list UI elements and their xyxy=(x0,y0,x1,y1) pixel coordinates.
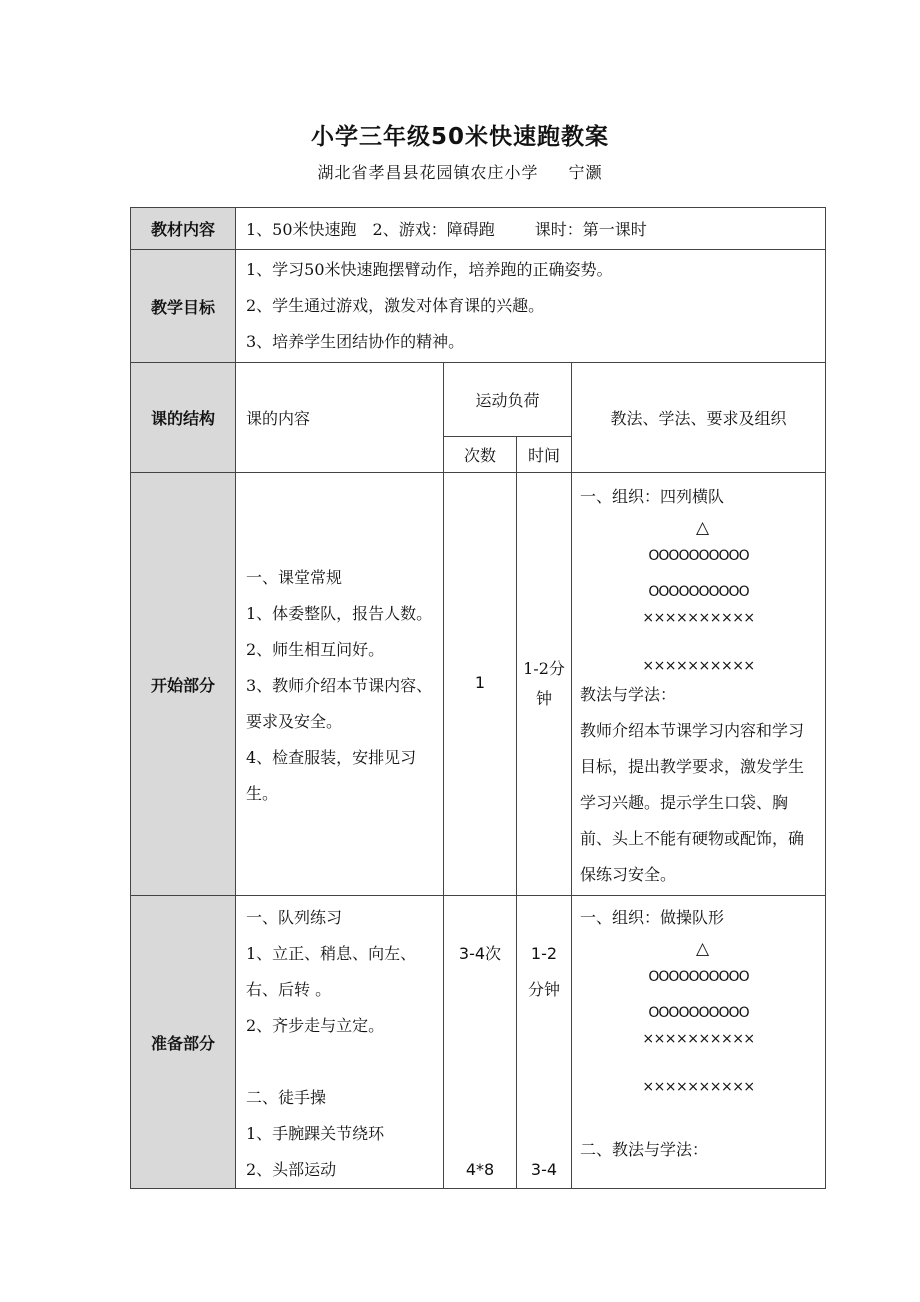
start-count: 1 xyxy=(444,473,517,896)
author-name: 宁灏 xyxy=(568,163,603,182)
prep-time-1: 1-2分钟 xyxy=(527,944,560,999)
start-time: 1-2分钟 xyxy=(517,473,572,896)
header-goals: 教学目标 xyxy=(131,250,236,363)
header-prep: 准备部分 xyxy=(131,896,236,1189)
formation-row-o-1: OOOOOOOOOO xyxy=(648,548,749,564)
header-start: 开始部分 xyxy=(131,473,236,896)
document-title: 小学三年级50米快速跑教案 xyxy=(310,124,609,150)
structure-method-label: 教法、学法、要求及组织 xyxy=(572,363,826,473)
row-start xyxy=(131,473,826,896)
start-method-text: 教师介绍本节课学习内容和学习目标，提出教学要求，激发学生学习兴趣。提示学生口袋、胸前、头上不能有硬物或配饰，确保练习安全。 xyxy=(580,721,805,884)
prep-section-2: 二、徒手操 xyxy=(246,1088,327,1107)
start-org-title: 一、组织：四列横队 xyxy=(580,487,725,506)
teacher-triangle-icon: △ xyxy=(695,939,710,959)
start-content-2: 1、体委整队，报告人数。 xyxy=(246,604,433,623)
start-formation-diagram xyxy=(580,515,817,677)
prep-count-1: 3-4次 xyxy=(458,944,502,963)
prep-content xyxy=(236,896,444,1189)
goal-item-1: 1、学习50米快速跑摆臂动作，培养跑的正确姿势。 xyxy=(246,260,613,279)
prep-org-title: 一、组织：做操队形 xyxy=(580,908,725,927)
prep-s2-item-2: 2、头部运动 xyxy=(246,1160,337,1179)
material-item-2: 2、游戏：障碍跑 xyxy=(372,220,495,239)
prep-time-cell xyxy=(517,896,572,1189)
material-content xyxy=(236,208,826,250)
formation-row-o-1: OOOOOOOOOO xyxy=(648,969,749,985)
start-method xyxy=(572,473,826,896)
school-name: 湖北省孝昌县花园镇农庄小学 xyxy=(317,163,539,182)
prep-s2-item-1: 1、手腕踝关节绕环 xyxy=(246,1124,385,1143)
structure-time-label: 时间 xyxy=(517,437,572,473)
prep-count-cell xyxy=(444,896,517,1189)
prep-s1-item-1: 1、立正、稍息、向左、右、后转 。 xyxy=(246,944,417,999)
document-subtitle xyxy=(0,160,920,183)
material-item-1: 1、50米快速跑 xyxy=(246,220,357,239)
structure-count-label: 次数 xyxy=(444,437,517,473)
structure-content-label: 课的内容 xyxy=(236,363,444,473)
start-content-1: 一、课堂常规 xyxy=(246,568,343,587)
header-material: 教材内容 xyxy=(131,208,236,250)
formation-row-x-1: ×××××××××× xyxy=(642,1031,755,1047)
prep-formation-diagram xyxy=(580,936,817,1098)
formation-row-x-2: ×××××××××× xyxy=(642,658,755,674)
header-structure: 课的结构 xyxy=(131,363,236,473)
goal-item-3: 3、培养学生团结协作的精神。 xyxy=(246,332,465,351)
start-method-title: 教法与学法： xyxy=(580,685,677,704)
structure-load-label: 运动负荷 xyxy=(444,363,572,437)
lesson-plan-table xyxy=(130,207,826,1189)
formation-row-x-1: ×××××××××× xyxy=(642,610,755,626)
formation-row-o-2: OOOOOOOOOO xyxy=(648,584,749,600)
prep-method xyxy=(572,896,826,1189)
prep-time-2: 3-4 xyxy=(530,1160,558,1179)
formation-row-o-2: OOOOOOOOOO xyxy=(648,1005,749,1021)
row-structure-top xyxy=(131,363,826,437)
formation-row-x-2: ×××××××××× xyxy=(642,1079,755,1095)
goal-item-2: 2、学生通过游戏，激发对体育课的兴趣。 xyxy=(246,296,545,315)
prep-section-1: 一、队列练习 xyxy=(246,908,343,927)
prep-spacer xyxy=(246,1044,435,1080)
prep-s1-item-2: 2、齐步走与立定。 xyxy=(246,1016,385,1035)
start-content-5: 4、检查服装，安排见习生。 xyxy=(246,748,417,803)
prep-method-title: 二、教法与学法： xyxy=(580,1140,709,1159)
row-goals xyxy=(131,250,826,363)
prep-count-2: 4*8 xyxy=(465,1160,495,1179)
material-period: 课时：第一课时 xyxy=(534,220,647,239)
teacher-triangle-icon: △ xyxy=(695,518,710,538)
row-material xyxy=(131,208,826,250)
row-prep xyxy=(131,896,826,1189)
goals-content xyxy=(236,250,826,363)
start-content-3: 2、师生相互问好。 xyxy=(246,640,385,659)
start-content-4: 3、教师介绍本节课内容、要求及安全。 xyxy=(246,676,433,731)
start-content xyxy=(236,473,444,896)
